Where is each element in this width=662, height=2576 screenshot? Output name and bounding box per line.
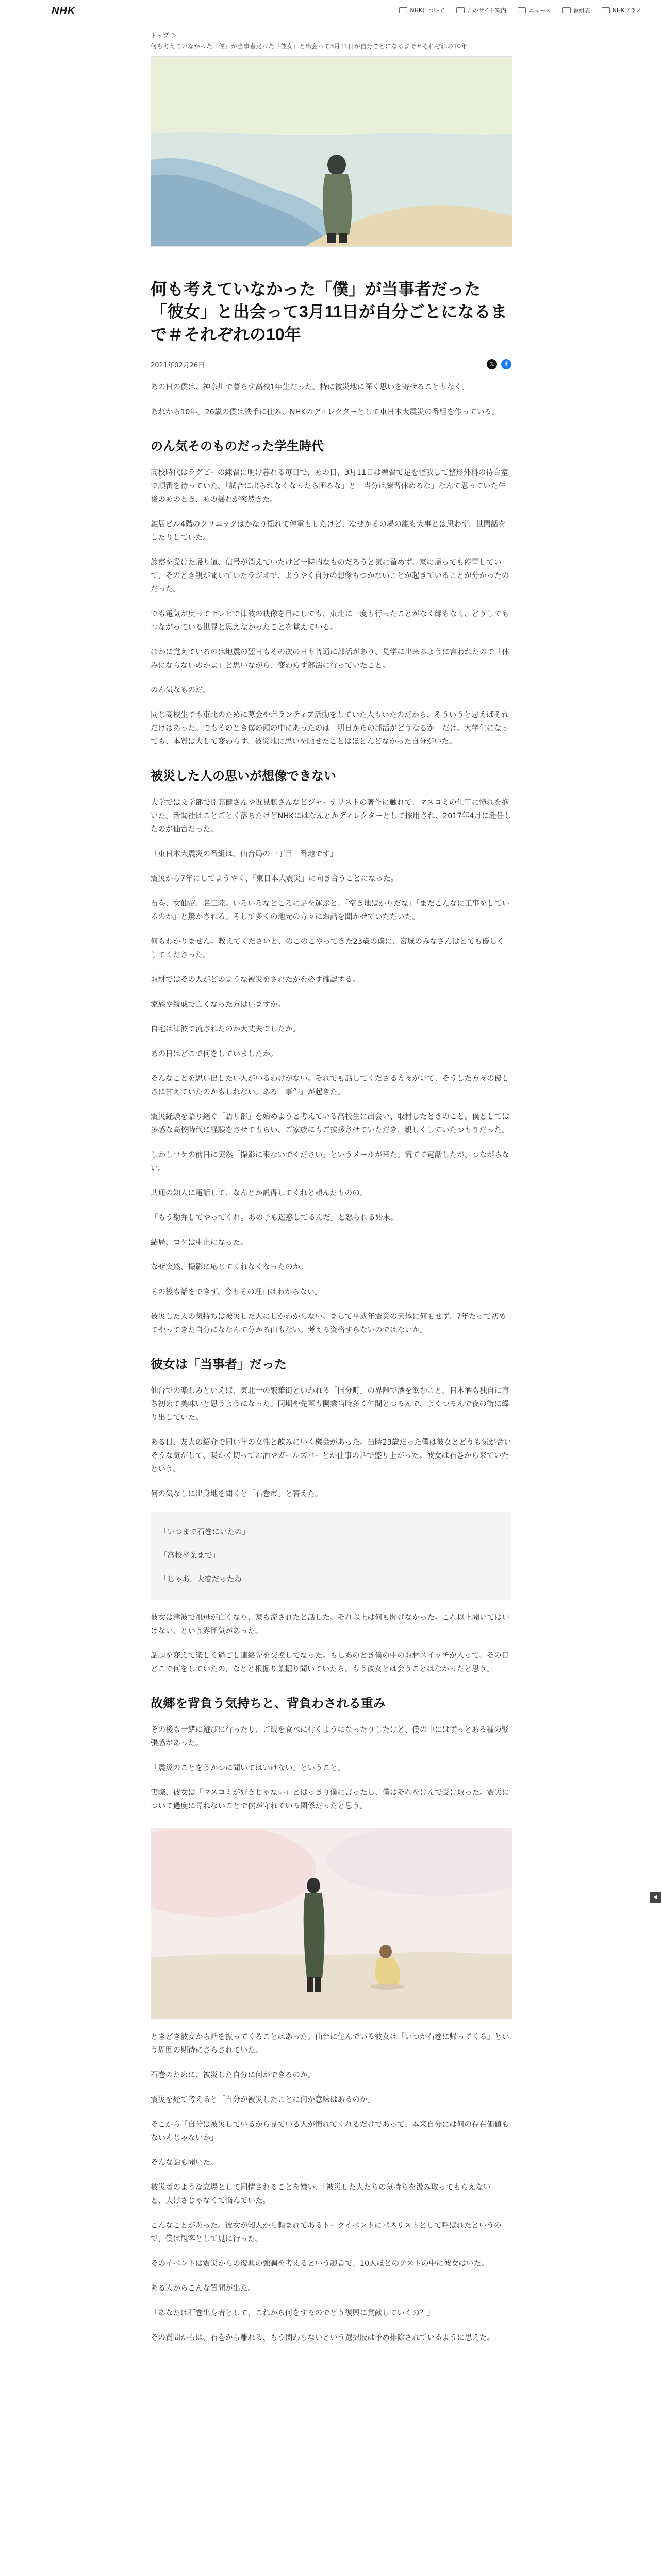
body-paragraph: 実際、彼女は「マスコミが好きじゃない」とはっきり僕に言ったし、僕はそれをけんで受け取った。震災について過度に尋ねないことで僕が守れている関係だったと思う。 [151, 1789, 509, 1810]
body-paragraph: のん気なものだ。 [151, 686, 210, 694]
nhk-logo[interactable]: NHK [52, 5, 76, 16]
nav-link-program[interactable]: 番組表 [562, 6, 590, 14]
body-paragraph: 「震災のことをうかつに聞いてはいけない」ということ。 [151, 1764, 345, 1772]
nav-link-about[interactable]: NHKについて [399, 6, 445, 14]
body-paragraph: 「もう勘弁してやってくれ。あの子も迷惑してるんだ」と怒られる始末。 [151, 1214, 398, 1222]
section-heading: 被災した人の思いが想像できない [151, 769, 336, 783]
nav-link-plus[interactable]: NHKプラス [602, 6, 641, 14]
facebook-share-icon[interactable]: f [501, 359, 511, 369]
section-heading: のん気そのものだった学生時代 [151, 439, 324, 453]
header-nav [399, 6, 641, 14]
body-paragraph: なぜ突然、撮影に応じてくれなくなったのか。 [151, 1263, 308, 1272]
hero-illustration [151, 56, 512, 247]
body-paragraph: そんなことを思い出したい人がいるわけがない。それでも話してくださる方々がいて、そうした方々の優しさに甘えていたのかもしれない。ある「事件」が起きた。 [151, 1075, 509, 1096]
body-paragraph: こんなことがあった。彼女が知人から頼まれてあるトークイベントにパネリストとして呼ばれたというので、僕は観客として見に行った。 [151, 2222, 502, 2243]
body-paragraph: そこから「自分は被災しているから見ている人が慣れてくれるだけであって、本来自分には何の存在価値もないんじゃないか」 [151, 2121, 509, 2142]
body-paragraph: 大学では文学部で開高健さんや近見藤さんなどジャーナリストの著作に触れて、マスコミの仕事に憧れを抱いた。新聞社はことごとく落ちたけどNHKにはなんとかディレクターとして採用され、2017年4月に赴任したのが仙台だった。 [151, 799, 512, 834]
article-date: 2021年02月26日 [151, 361, 205, 369]
nav-link-news[interactable]: ニュース [518, 6, 551, 14]
body-paragraph: あの日はどこで何をしていましたか。 [151, 1050, 278, 1058]
body-paragraph: でも電気が戻ってテレビで津波の映像を目にしても、東北に一度も行ったことがなく縁もなく、どうしてもつながっている世界と思えなかったことを覚えている。 [151, 610, 509, 632]
body-paragraph: そのイベントは震災からの復興の強調を考えるという趣旨で、10人ほどのゲストの中に彼女はいた。 [151, 2260, 489, 2268]
body-paragraph: 彼女は津波で祖母が亡くなり、家も流されたと話した。それ以上は何も聞けなかった。これ以上聞いてはいけない、という雰囲気があった。 [151, 1614, 509, 1635]
x-share-icon[interactable]: 𝕏 [487, 359, 497, 369]
body-paragraph: ときどき彼女から話を振ってくることはあった。仙台に住んでいる彼女は「いつか石巻に帰ってくる」という周囲の期待にさらされていた。 [151, 2033, 509, 2055]
body-paragraph: 何の気なしに出身地を聞くと「石巻市」と答えた。 [151, 1490, 323, 1498]
body-paragraph: ある日、友人の紹介で同い年の女性と飲みにいく機会があった。当時23歳だった僕は彼女とどうも気が合いそうな気がして、暖かく切ってお酒やガールズバーとか仕事の話で盛り上がった。彼女は石巻から来ていたという。 [151, 1438, 511, 1473]
share-buttons [487, 359, 511, 369]
body-paragraph: 話題を変えて楽しく過ごし連絡先を交換してなった。もしあのとき僕の中の取材スイッチが入って、その日どこで何をしていたの、などと根掘り葉掘り聞いていたら、もう彼女とは会うことはなかったと思う。 [151, 1652, 509, 1673]
breadcrumb-current: 何も考えていなかった「僕」が当事者だった「彼女」と出会って3月11日が自分ごとになるまで＃それぞれの10年 [151, 43, 468, 50]
body-paragraph: 取材ではその人がどのような被災をされたかを必ず確認する。 [151, 976, 360, 984]
body-paragraph: 同じ高校生でも東北のために募金やボランティア活動をしていた人もいたのだから、そういうと思えばそれだけはあった。でもそのとき僕の頭の中にあったのは「明日からの部活がどうなるか」だけ。大学生になっても、本質は大して変わらず、被災地に思いを馳せたことはほとんどなかった自分がいた。 [151, 711, 509, 746]
body-paragraph: しかしロケの前日に突然「撮影に来ないでください」というメールが来た。慌てて電話したが、つながらない。 [151, 1151, 509, 1173]
intro-paragraph: あの日の僕は、神奈川で暮らす高校1年生だった。特に被災地に深く思いを寄せることもなく。 [151, 383, 469, 392]
article-title: 何も考えていなかった「僕」が当事者だった「彼女」と出会って3月11日が自分ごとになるまで＃それぞれの10年 [151, 280, 507, 344]
info-icon [399, 7, 407, 13]
page-side-button[interactable]: ◀ [650, 1892, 661, 1903]
body-paragraph: その後も話をできず、今もその理由はわからない。 [151, 1288, 322, 1296]
body-paragraph: 雑居ビル4階のクリニックはかなり揺れて停電もしたけど、なぜかその場の誰も大事とは思わず、世間話をしたりしていた。 [151, 520, 506, 542]
section-heading: 故郷を背負う気持ちと、背負わされる重み [151, 1697, 386, 1710]
body-paragraph: 結局、ロケは中止になった。 [151, 1239, 248, 1247]
plus-icon [602, 7, 610, 13]
body-paragraph: 震災を経て考えると「自分が被災したことに何か意味はあるのか」 [151, 2096, 375, 2104]
body-paragraph: 「あなたは石巻出身者として、これから何をするのでどう復興に貢献していくの？」 [151, 2309, 435, 2317]
body-paragraph: その質問からは、石巻から離れる、もう関わらないという選択肢は予め排除されているように思えた。 [151, 2334, 494, 2342]
body-paragraph: 仙台での楽しみといえば、東北一の繁華街といわれる「国分町」の界隈で酒を飲むこと。日本酒も独自に育ち初めて美味いと思うようになった。同期や先輩も開業当時多く仲間とつるんで、よくつるんで夜の街に繰り出していた。 [151, 1387, 509, 1422]
body-paragraph: 診察を受けた帰り道、信号が消えていたけど一時的なものだろうと気に留めず。家に帰っても停電していて、そのとき親が聞いていたラジオで、ようやく自分の想像もつかないことが起きていることが分かったのだった。 [151, 558, 509, 594]
body-paragraph: 震災経験を語り継ぐ「語り部」を始めようと考えている高校生に出会い、取材したときのこと。僕としては多感な高校時代に経験をさせてもらい、ご家族にもご挨拶させていただき、親しくしていたつもりだった。 [151, 1113, 509, 1134]
body-paragraph: 石巻、女仙沼、名三陸。いろいろなところに足を運ぶと、「空き地ばかりだな」「まだこんなに工事をしているのか」と驚かされる。そして多くの地元の方々にお話を聞かせていただいた。 [151, 900, 509, 921]
body-paragraph: 震災から7年にしてようやく、「東日本大震災」に向き合うことになった。 [151, 875, 399, 883]
section-heading: 彼女は「当事者」だった [151, 1358, 287, 1371]
dialogue-quote-box [151, 1512, 511, 1600]
program-icon [562, 7, 571, 13]
body-paragraph: 自宅は津波で流されたのか大丈夫でしたか。 [151, 1025, 300, 1033]
body-paragraph: ほかに覚えているのは地震の翌日もその次の日も普通に部活があり、見学に出来るように言われたので「休みにならないのかよ」と思いながら、変わらず部活に行っていたこと。 [151, 648, 509, 670]
breadcrumb-home[interactable]: トップ ＞ [151, 32, 177, 39]
nav-link-guide[interactable]: このサイト案内 [456, 6, 506, 14]
body-paragraph: 家族や親戚で亡くなった方はいますか。 [151, 1001, 285, 1009]
site-header [0, 0, 662, 23]
quote-line: 「高校卒業まで」 [160, 1552, 220, 1560]
article-container [151, 31, 511, 2345]
body-paragraph: 石巻のために、被災した自分に何ができるのか。 [151, 2071, 315, 2079]
quote-line: 「じゃあ、大変だったね」 [160, 1575, 250, 1584]
body-paragraph: ある人からこんな質問が出た。 [151, 2284, 255, 2293]
news-icon [518, 7, 526, 13]
body-paragraph: その後も一緒に遊びに行ったり、ご飯を食べに行くようになったりしたけど、僕の中にはずっとある種の緊張感があった。 [151, 1726, 509, 1748]
body-paragraph: 被災者のような立場として同情されることを嫌い、「被災した人たちの気持ちを汲み取ってもらえない」と、大げさじゃなくて悩んでいた。 [151, 2183, 499, 2205]
body-paragraph: 共通の知人に電話して、なんとか説得してくれと頼んだものの。 [151, 1189, 367, 1197]
article-illustration [151, 1828, 512, 2019]
body-paragraph: 被災した人の気持ちは被災した人にしかわからない。まして平成年震災の天体に何もせず、7年たって初めてやってきた自分にななんて分かる由もない。考える資格すらないのではないか。 [151, 1313, 506, 1334]
body-paragraph: そんな話も聞いた。 [151, 2159, 218, 2167]
body-paragraph: 「東日本大震災の番組は、仙台局の一丁目一番地です」 [151, 850, 338, 858]
quote-line: 「いつまで石巻にいたの」 [160, 1528, 250, 1536]
guide-icon [456, 7, 465, 13]
intro-paragraph: あれから10年。26歳の僕は鉄手に住み、NHKのディレクターとして東日本大震災の番組を作っている。 [151, 408, 500, 416]
body-paragraph: 高校時代はラグビーの練習に明け暮れる毎日で、あの日、3月11日は練習で足を怪我して整形外科の待合室で順番を待っていた。「試合に出られなくなったら困るな」と「当分は練習休めるな」なんて思っていた午後のあのとき、あの揺れが突然きた。 [151, 469, 508, 504]
article-meta [151, 359, 511, 369]
body-paragraph: 何もわかりません。教えてくださいと、のこのこやってきた23歳の僕に、宮城のみなさんはとても優しくしてくださった。 [151, 938, 505, 959]
